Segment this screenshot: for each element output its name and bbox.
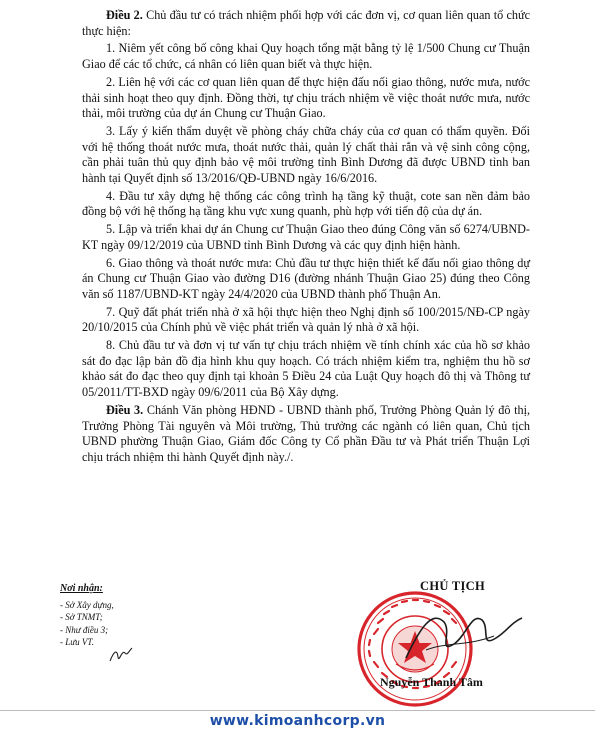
decision-body [82, 8, 530, 468]
article-2-item-3: 3. Lấy ý kiến thẩm duyệt về phòng cháy chữa cháy của cơ quan có thẩm quyền. Đối với hệ thống thoát nước mưa, thoát nước thải, quản lý chất thải rắn và vệ sinh công cộng, cần phải tuân thủ quy định bảo vệ môi trường tỉnh Bình Dương đã được UBND tỉnh ban hành tại Quyết định số 13/2016/QĐ-UBND ngày 16/6/2016. [82, 124, 530, 185]
website-watermark: www.kimoanhcorp.vn [209, 713, 386, 729]
article-2-item-6: 6. Giao thông và thoát nước mưa: Chủ đầu tư thực hiện thiết kế đấu nối giao thông dự án Chung cư Thuận Giao vào đường D16 (đường nhánh Thuận Giao 25) đúng theo Công văn số 1187/UBND-KT ngày 24/4/2020 của UBND thành phố Thuận An. [82, 255, 530, 301]
initial-signature [108, 645, 134, 665]
recipients-title: Nơi nhận: [60, 583, 103, 594]
article-2-item-1: 1. Niêm yết công bố công khai Quy hoạch tổng mặt bằng tỷ lệ 1/500 Chung cư Thuận Giao để các tổ chức, cá nhân có liên quan biết và thực hiện. [82, 41, 530, 72]
article-2-item-5: 5. Lập và triển khai dự án Chung cư Thuận Giao theo đúng Công văn số 6274/UBND-KT ngày 09/12/2019 của UBND tỉnh Bình Dương và các quy định hiện hành. [82, 222, 530, 252]
footer-divider [0, 710, 595, 711]
article-2-item-2: 2. Liên hệ với các cơ quan liên quan để thực hiện đấu nối giao thông, nước mưa, nước thải sinh hoạt theo quy định. Đồng thời, tự chịu trách nhiệm về việc thoát nước mưa, nước thải, môi trường của dự án Chung cư Thuận Giao. [82, 74, 530, 121]
article-3-text: Chánh Văn phòng HĐND - UBND thành phố, Trưởng Phòng Quản lý đô thị, Trưởng Phòng Tài nguyên và Môi trường, Thủ trưởng các ngành có liên quan, Chủ tịch UBND phường Thuận Giao, Giám đốc Công ty Cổ phần Đầu tư và Phát triển Thuận Lợi chịu trách nhiệm thi hành Quyết định này./. [82, 402, 531, 464]
recipient-item: - Như điều 3; [60, 624, 109, 635]
article-2-intro-text: Chủ đầu tư có trách nhiệm phối hợp với các đơn vị, cơ quan liên quan tổ chức thực hiện: [82, 8, 531, 38]
article-2-heading: Điều 2. [106, 8, 143, 22]
article-3 [82, 403, 530, 465]
recipients-block [60, 583, 190, 649]
handwritten-signature [398, 600, 528, 672]
signer-name: Nguyễn Thanh Tâm [380, 675, 483, 689]
article-3-heading: Điều 3. [106, 402, 144, 417]
article-2-intro [82, 8, 530, 39]
recipient-item: - Sở Xây dựng, [60, 599, 114, 610]
signer-title: CHỦ TỊCH [420, 579, 486, 593]
recipient-item: - Sở TNMT; [60, 612, 103, 622]
article-2-item-8: 8. Chủ đầu tư và đơn vị tư vấn tự chịu trách nhiệm về tính chính xác của hồ sơ khảo sát đo đạc lập bản đồ địa hình khu quy hoạch. Có trách nhiệm kiểm tra, nghiệm thu hồ sơ khảo sát đo đạc theo quy định tại khoản 5 Điều 24 của Luật Quy hoạch đô thị và Thông tư 05/2011/TT-BXD ngày 09/6/2011 của Bộ Xây dựng. [82, 338, 530, 400]
recipient-item: - Lưu VT. [60, 637, 94, 647]
article-2-item-4: 4. Đầu tư xây dựng hệ thống các công trình hạ tầng kỹ thuật, cote san nền đảm bảo đồng bộ với hệ thống hạ tầng khu vực xung quanh, phù hợp với tiến độ của dự án. [82, 188, 530, 219]
article-2-item-7: 7. Quỹ đất phát triển nhà ở xã hội thực hiện theo Nghị định số 100/2015/NĐ-CP ngày 20/10/2015 của Chính phủ về việc phát triển và quản lý nhà ở xã hội. [82, 304, 530, 335]
